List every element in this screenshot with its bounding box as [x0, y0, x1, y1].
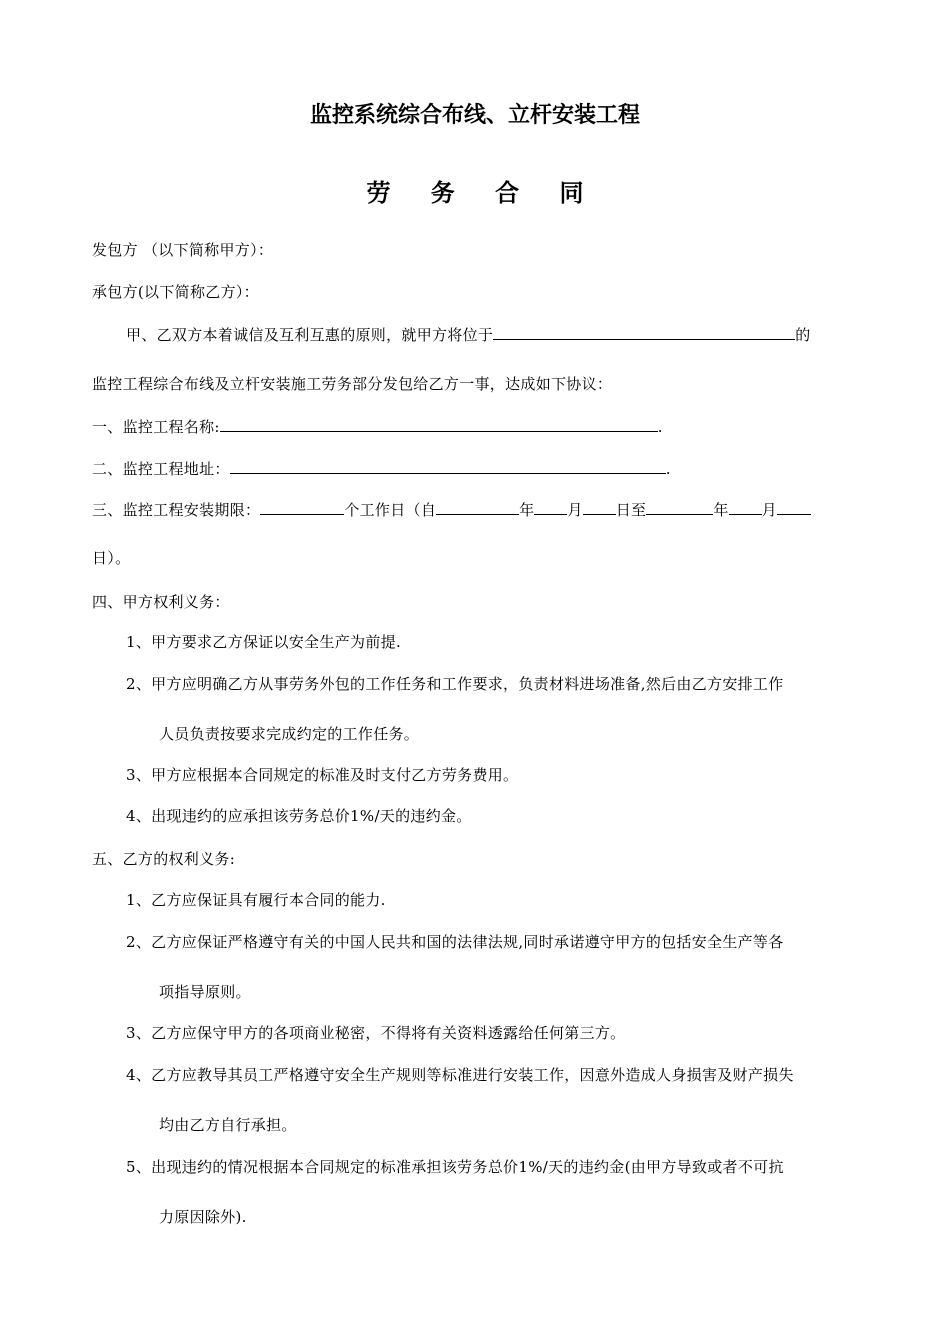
end-month-blank [729, 499, 762, 515]
day-to-text: 日至 [615, 501, 647, 519]
section-5-item-4-cont: 均由乙方自行承担。 [159, 1116, 297, 1134]
item-2-label: 二、监控工程地址： [92, 460, 230, 478]
project-address-blank [230, 458, 666, 474]
month2-text: 月 [761, 501, 777, 519]
section-5-item-3: 3、乙方应保守甲方的各项商业秘密，不得将有关资料透露给任何第三方。 [126, 1024, 626, 1042]
document-title: 监控系统综合布线、立杆安装工程 [309, 103, 640, 128]
item-3-line [92, 499, 890, 520]
month-text: 月 [567, 501, 583, 519]
section-4-item-4: 4、出现违约的应承担该劳务总价1%/天的违约金。 [126, 807, 472, 825]
item-2-end: . [665, 460, 671, 478]
item-3-end-line: 日）。 [92, 549, 131, 567]
party-b-line: 承包方(以下简称乙方）： [92, 283, 259, 301]
start-day-blank [583, 499, 616, 515]
intro-line-2: 监控工程综合布线及立杆安装施工劳务部分发包给乙方一事，达成如下协议： [92, 375, 613, 393]
intro-text-1: 甲、乙双方本着诚信及互利互惠的原则，就甲方将位于 [126, 326, 494, 344]
location-blank [493, 324, 795, 340]
party-a-line: 发包方 （以下简称甲方）： [92, 241, 274, 259]
item-2-line [92, 458, 890, 479]
section-4-item-3: 3、甲方应根据本合同规定的标准及时支付乙方劳务费用。 [126, 766, 519, 784]
item-1-label: 一、监控工程名称: [92, 418, 220, 436]
start-month-blank [534, 499, 567, 515]
section-5-item-4: 4、乙方应教导其员工严格遵守安全生产规则等标准进行安装工作，因意外造成人身损害及财产损失 [126, 1066, 794, 1084]
end-day-blank [777, 499, 811, 515]
section-5-heading: 五、乙方的权利义务: [92, 850, 236, 868]
section-4-item-1: 1、甲方要求乙方保证以安全生产为前提. [126, 633, 402, 651]
start-year-blank [436, 499, 519, 515]
workdays-blank [260, 499, 344, 515]
section-5-item-5-cont: 力原因除外). [159, 1208, 247, 1226]
section-5-item-1: 1、乙方应保证具有履行本合同的能力. [126, 891, 386, 909]
item-3-label: 三、监控工程安装期限： [92, 501, 261, 519]
section-4-item-2-cont: 人员负责按要求完成约定的工作任务。 [159, 725, 420, 743]
year2-text: 年 [713, 501, 729, 519]
section-5-item-2: 2、乙方应保证严格遵守有关的中国人民共和国的法律法规,同时承诺遵守甲方的包括安全生产等各 [126, 933, 784, 951]
document-subtitle: 劳 务 合 同 [366, 179, 600, 207]
section-5-item-2-cont: 项指导原则。 [159, 983, 251, 1001]
project-name-blank [220, 416, 658, 432]
section-4-heading: 四、甲方权利义务： [92, 593, 230, 611]
workdays-text: 个工作日（自 [344, 501, 437, 519]
intro-line-1 [126, 324, 890, 345]
end-year-blank [646, 499, 713, 515]
year-text: 年 [519, 501, 535, 519]
section-4-item-2: 2、甲方应明确乙方从事劳务外包的工作任务和工作要求，负责材料进场准备,然后由乙方安排工作 [126, 675, 784, 693]
section-5-item-5: 5、出现违约的情况根据本合同规定的标准承担该劳务总价1%/天的违约金(由甲方导致或者不可抗 [126, 1158, 784, 1176]
item-1-line [92, 416, 890, 437]
intro-text-2: 的 [795, 326, 811, 344]
item-1-end: . [657, 418, 663, 436]
